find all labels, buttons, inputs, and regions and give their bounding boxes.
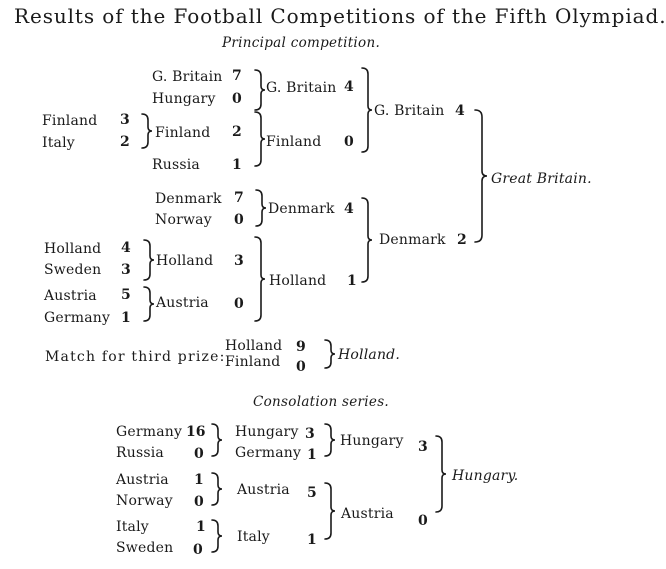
team-name: Holland xyxy=(225,338,283,354)
team-score: 4 xyxy=(344,201,354,217)
team-name: Finland xyxy=(155,125,211,141)
team-name: Denmark xyxy=(268,201,335,217)
team-name: Denmark xyxy=(379,232,446,248)
bracket xyxy=(436,436,446,512)
team-name: Austria xyxy=(237,482,290,498)
team-score: 0 xyxy=(193,542,203,558)
team-score: 2 xyxy=(120,134,130,150)
team-score: 4 xyxy=(121,240,131,256)
team-score: 3 xyxy=(234,253,244,269)
team-name: Finland xyxy=(225,354,281,370)
team-score: 1 xyxy=(232,157,242,173)
third-prize-winner: Holland. xyxy=(338,347,400,363)
team-name: Austria xyxy=(341,506,394,522)
team-score: 1 xyxy=(196,519,206,535)
team-score: 1 xyxy=(194,472,204,488)
page-title: Results of the Football Competitions of the Fifth Olympiad. xyxy=(14,4,666,28)
team-score: 0 xyxy=(234,296,244,312)
team-name: Austria xyxy=(44,288,97,304)
team-score: 4 xyxy=(455,103,465,119)
team-score: 0 xyxy=(194,446,204,462)
bracket xyxy=(475,110,487,242)
bracket xyxy=(212,424,222,456)
bracket xyxy=(325,424,335,456)
team-score: 0 xyxy=(194,494,204,510)
bracket xyxy=(142,114,152,148)
team-score: 9 xyxy=(296,339,306,355)
team-score: 2 xyxy=(457,232,467,248)
bracket xyxy=(362,68,372,152)
team-name: Hungary xyxy=(235,424,299,440)
team-name: G. Britain xyxy=(374,103,445,119)
team-score: 3 xyxy=(121,262,131,278)
team-score: 0 xyxy=(418,513,428,529)
bracket xyxy=(325,340,335,368)
team-name: Italy xyxy=(42,135,75,151)
bracket xyxy=(256,190,266,226)
team-score: 0 xyxy=(232,91,242,107)
team-score: 4 xyxy=(344,79,354,95)
team-score: 1 xyxy=(121,310,131,326)
team-name: G. Britain xyxy=(266,80,337,96)
team-score: 5 xyxy=(307,485,317,501)
team-name: Hungary xyxy=(340,433,404,449)
team-name: Denmark xyxy=(155,191,222,207)
principal-heading: Principal competition. xyxy=(222,35,381,51)
team-name: Russia xyxy=(152,157,200,173)
team-name: Germany xyxy=(116,424,183,440)
team-name: Norway xyxy=(116,493,173,509)
team-name: Austria xyxy=(116,472,169,488)
bracket xyxy=(255,70,265,110)
team-name: Russia xyxy=(116,445,164,461)
team-score: 5 xyxy=(121,287,131,303)
team-score: 0 xyxy=(296,359,306,375)
team-name: Holland xyxy=(44,241,102,257)
team-score: 0 xyxy=(234,212,244,228)
bracket xyxy=(325,483,335,539)
bracket xyxy=(255,237,265,321)
team-name: Sweden xyxy=(116,540,174,556)
team-score: 1 xyxy=(347,273,357,289)
consolation-heading: Consolation series. xyxy=(253,394,390,410)
consolation-winner: Hungary. xyxy=(452,468,519,484)
team-name: Sweden xyxy=(44,262,102,278)
team-name: Italy xyxy=(237,529,270,545)
team-name: Germany xyxy=(235,445,302,461)
team-score: 16 xyxy=(186,424,206,440)
team-score: 3 xyxy=(418,439,428,455)
team-name: Norway xyxy=(155,212,212,228)
team-name: Holland xyxy=(269,273,327,289)
champion-label: Great Britain. xyxy=(491,171,592,187)
team-score: 7 xyxy=(234,190,244,206)
team-name: Finland xyxy=(42,113,98,129)
team-score: 3 xyxy=(305,426,315,442)
bracket xyxy=(362,198,372,282)
team-name: Italy xyxy=(116,519,149,535)
team-name: Germany xyxy=(44,310,111,326)
team-name: G. Britain xyxy=(152,69,223,85)
team-score: 7 xyxy=(232,68,242,84)
bracket xyxy=(144,240,154,280)
team-name: Hungary xyxy=(152,91,216,107)
bracket xyxy=(212,520,222,552)
team-score: 1 xyxy=(307,532,317,548)
bracket xyxy=(144,287,154,321)
team-name: Austria xyxy=(156,295,209,311)
bracket xyxy=(255,112,265,166)
third-prize-label: Match for third prize: xyxy=(45,349,226,365)
team-score: 3 xyxy=(120,112,130,128)
team-name: Finland xyxy=(266,134,322,150)
team-score: 2 xyxy=(232,124,242,140)
bracket xyxy=(212,473,222,505)
team-name: Holland xyxy=(156,253,214,269)
team-score: 1 xyxy=(307,447,317,463)
team-score: 0 xyxy=(344,134,354,150)
